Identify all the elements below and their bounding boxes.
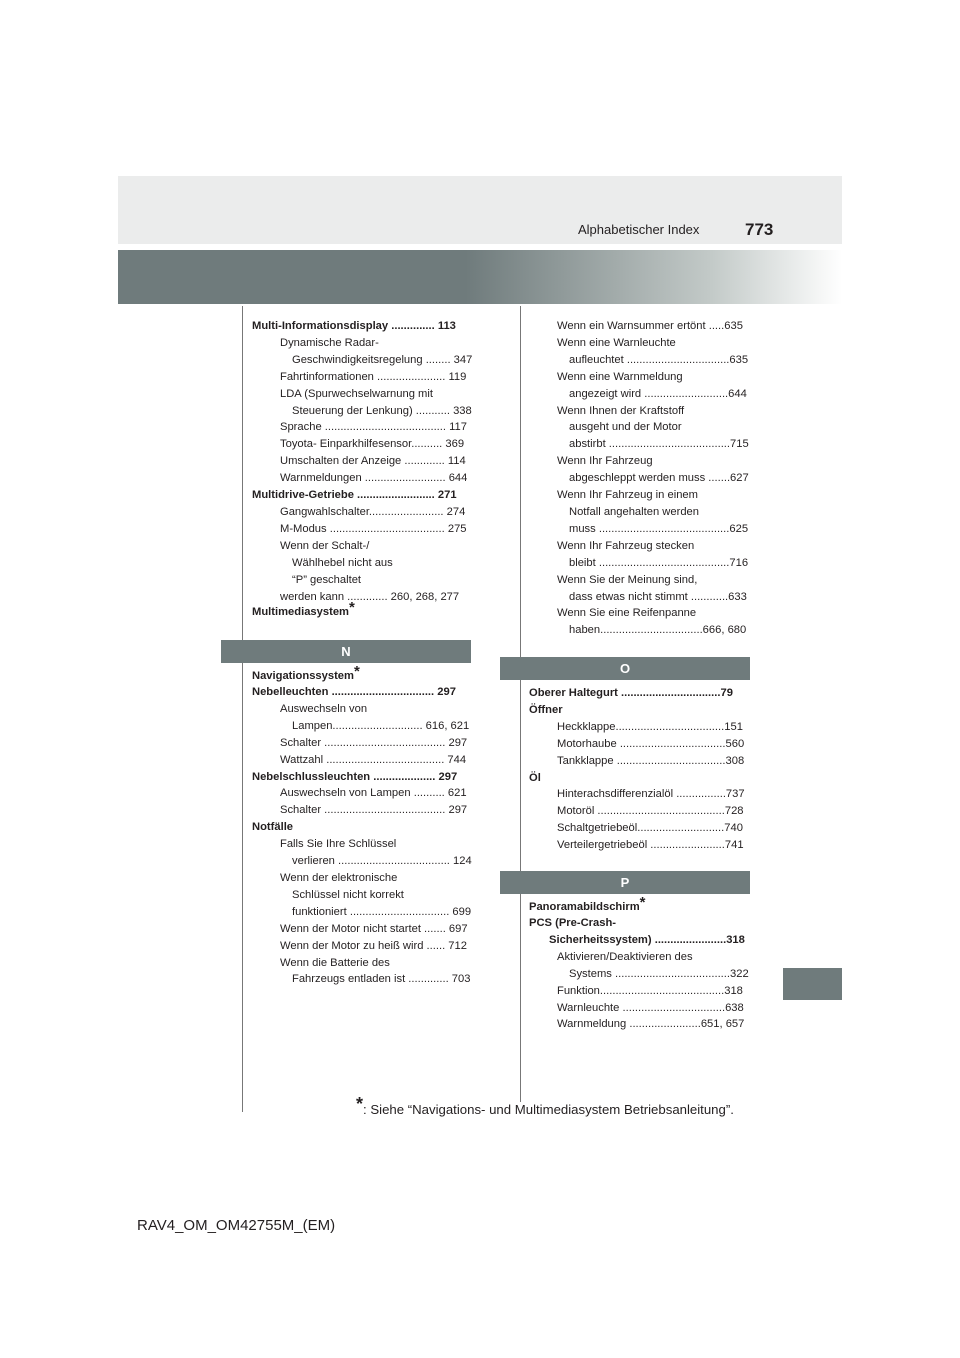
asterisk-icon: * [349,599,355,616]
page-number: 773 [745,220,774,239]
footnote: *: Siehe “Navigations- und Multimediasystem Betriebsanleitung”. [356,1094,734,1117]
index-entry: Panoramabildschirm* [529,894,646,913]
index-entry: Aktivieren/Deaktivieren des [557,950,693,963]
index-entry: Wenn ein Warnsummer ertönt .....635 [557,320,743,332]
index-entry: Gangwahlschalter........................ 274 [280,505,466,518]
index-entry: aufleuchtet .................................635 [569,353,749,366]
index-entry: funktioniert ................................ 699 [292,905,472,918]
index-column-1-top [252,318,474,605]
index-entry: Falls Sie Ihre Schlüssel [280,838,397,851]
index-entry: PCS (Pre-Crash- [529,917,617,929]
index-entry: “P” geschaltet [292,573,362,586]
letter-header-n: N [221,640,471,663]
index-entry: Wählhebel nicht aus [292,556,393,569]
index-entry: Tankklappe ...................................308 [557,754,745,767]
index-entry: Wenn Sie der Meinung sind, [557,573,698,586]
index-entry: Systems .....................................322 [569,967,749,980]
index-entry: Multi-Informationsdisplay .............. 113 [252,320,456,332]
index-entry: Wenn Ihr Fahrzeug [557,455,653,468]
index-entry: Motorhaube ..................................560 [557,737,745,750]
index-entry: dass etwas nicht stimmt ............633 [569,590,747,603]
index-column-1-star-entry [252,599,355,621]
index-entry: Schaltgetriebeöl............................740 [557,822,743,835]
index-entry: Auswechseln von [280,702,368,715]
index-entry: M-Modus ..................................... 275 [280,522,467,535]
index-column-2-middle [521,685,753,854]
index-entry: Sprache ....................................... 117 [280,421,467,434]
asterisk-icon: * [353,663,360,680]
index-entry: abgeschleppt werden muss .......627 [569,472,749,485]
index-entry: Wenn eine Warnmeldung [557,370,683,383]
index-entry: Wenn Ihr Fahrzeug stecken [557,539,695,552]
index-entry: Auswechseln von Lampen .......... 621 [280,787,467,800]
index-entry: Toyota- Einparkhilfesensor.......... 369 [280,438,465,451]
index-column-1-star-entry-2 [252,663,360,685]
index-entry: Fahrzeugs entladen ist ............. 703 [292,973,471,986]
index-entry: Wenn der Motor nicht startet ....... 697 [280,922,468,935]
chapter-side-tab [783,968,842,1000]
index-entry: Notfälle [252,821,294,834]
section-title: Alphabetischer Index [578,222,700,237]
index-column-2-star-entry [521,894,646,916]
letter-header-p: P [500,871,750,894]
index-entry: Multidrive-Getriebe ......................... 271 [252,489,457,502]
index-entry: ausgeht und der Motor [569,421,682,434]
index-entry: Geschwindigkeitsregelung ........ 347 [292,353,473,366]
index-entry: muss ..........................................625 [569,522,749,535]
index-entry: Umschalten der Anzeige ............. 114 [280,455,466,468]
index-entry: haben.................................666, 680 [569,624,747,637]
index-entry: Wenn die Batterie des [280,956,390,969]
index-entry: Funktion........................................318 [557,984,743,997]
index-entry: Nebelleuchten ................................. 297 [252,686,456,698]
index-entry: Wenn der Motor zu heiß wird ...... 712 [280,939,467,952]
index-entry: Notfall angehalten werden [569,505,699,518]
index-entry: bleibt ..........................................716 [569,556,749,569]
index-entry: Schlüssel nicht korrekt [292,888,404,901]
index-entry: Wenn Ihnen der Kraftstoff [557,404,685,417]
index-entry: Fahrtinformationen ...................... 119 [280,370,467,383]
index-entry: Oberer Haltegurt ................................79 [529,687,733,699]
index-entry: Wenn der elektronische [280,871,398,884]
index-entry: Navigationssystem* [252,663,360,682]
index-entry: LDA (Spurwechselwarnung mit [280,387,433,400]
index-entry: Schalter ....................................... 297 [280,736,468,749]
index-entry: Warnleuchte .................................638 [557,1001,744,1014]
index-entry: Schalter ....................................... 297 [280,804,468,817]
index-entry: Öl [529,771,541,784]
index-entry: abstirbt .......................................715 [569,438,749,451]
asterisk-icon: * [639,894,646,911]
index-column-2-top [521,318,753,639]
index-entry: Heckklappe...................................151 [557,720,743,733]
index-entry: Wattzahl ...................................... 744 [280,753,467,766]
letter-header-o: O [500,657,750,680]
index-entry: Warnmeldung .......................651, 657 [557,1018,745,1031]
index-entry: Multimediasystem* [252,599,355,618]
index-entry: Hinterachsdifferenzialöl ................737 [557,788,745,801]
index-entry: Dynamische Radar- [280,336,379,349]
index-entry: Steuerung der Lenkung) ........... 338 [292,404,472,417]
header-bar [118,176,842,244]
index-entry: verlieren .................................... 124 [292,855,472,868]
index-entry: Nebelschlussleuchten .................... 297 [252,770,458,783]
index-entry: werden kann ............. 260, 268, 277 [280,590,460,603]
index-entry: Warnmeldungen .......................... 644 [280,472,468,485]
index-entry: Lampen............................. 616, 621 [292,719,470,732]
index-entry: Öffner [529,703,563,716]
index-entry: Wenn Ihr Fahrzeug in einem [557,489,698,502]
index-entry: Wenn der Schalt-/ [280,539,370,552]
header-gradient-band [118,250,842,304]
index-entry: Sicherheitssystem) .......................318 [549,933,745,946]
document-code-footer: RAV4_OM_OM42755M_(EM) [137,1217,336,1234]
index-entry: Verteilergetriebeöl ........................741 [557,839,744,852]
index-entry: Motoröl .........................................728 [557,805,744,818]
index-column-2-bottom [521,915,753,1033]
index-entry: Wenn Sie eine Reifenpanne [557,607,697,620]
index-column-1-bottom [252,684,474,988]
asterisk-icon: * [356,1094,364,1114]
index-entry: angezeigt wird ...........................644 [569,387,747,400]
index-entry: Wenn eine Warnleuchte [557,336,676,349]
column-divider-left [242,306,243,1112]
